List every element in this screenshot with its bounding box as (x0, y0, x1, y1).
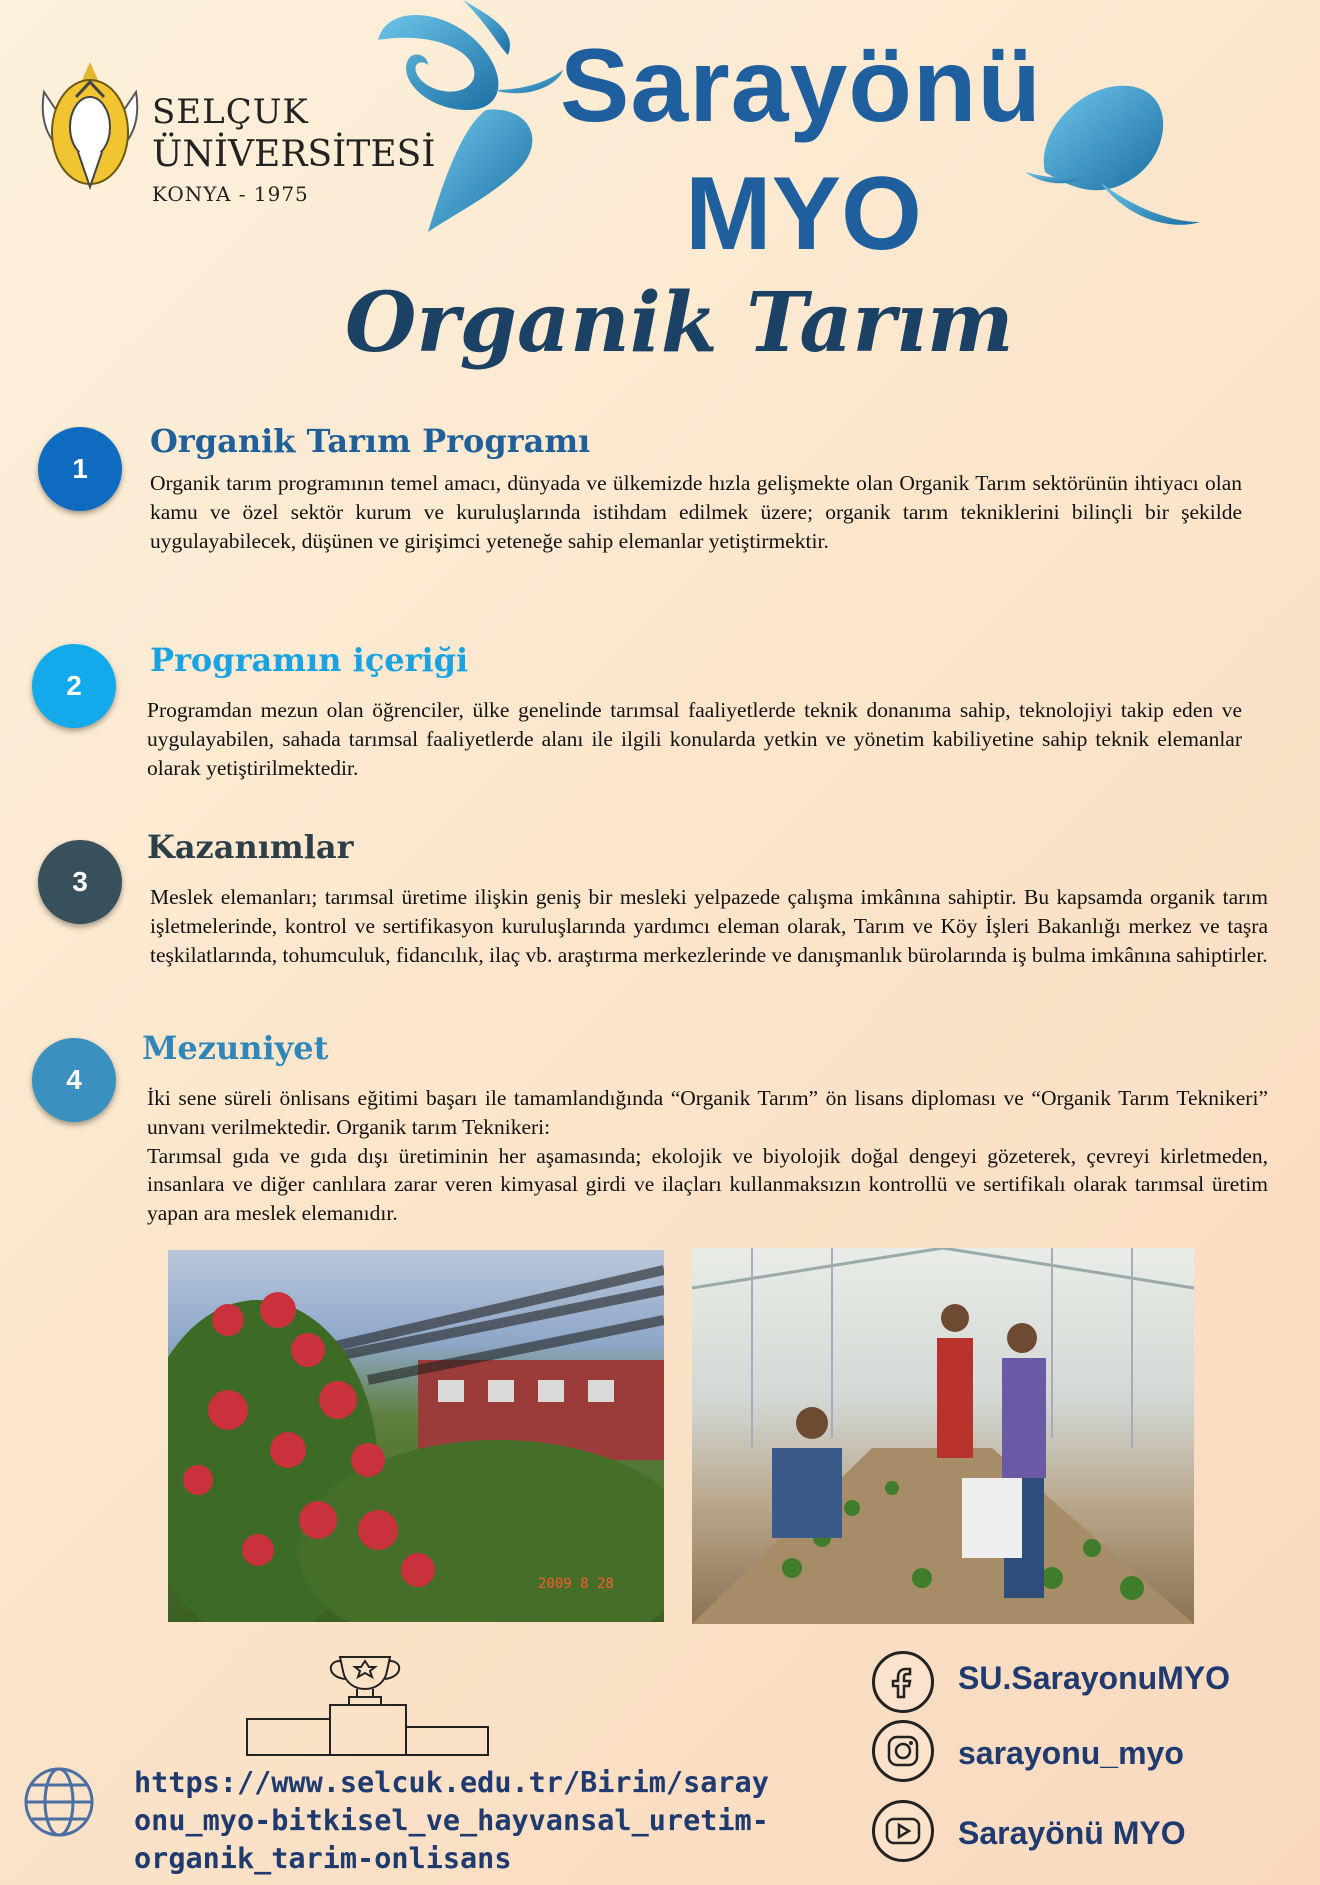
section-body: Programdan mezun olan öğrenciler, ülke genelinde tarımsal faaliyetlerde teknik donanıma sahip, teknolojiyi takip eden ve uygulayabilen, sahada tarımsal faaliyetlerde alanı ile ilgili konularda yetkin ve yönetim kabiliyetine sahip teknik elemanlar olarak yetiştirilmektedir. (147, 698, 1242, 780)
section-body-paragraph: İki sene süreli önlisans eğitimi başarı ile tamamlandığında “Organik Tarım” ön lisans diploması ve “Organik Tarım Teknikeri” unvanı verilmektedir. Organik tarım Teknikeri: (147, 1086, 1268, 1139)
decorative-water-drops-left (368, 0, 568, 240)
eagle-emblem-icon (34, 52, 146, 202)
section-number-badge: 2 (32, 644, 116, 728)
section-heading: Mezuniyet (142, 1029, 329, 1067)
section-number-badge: 3 (38, 840, 122, 924)
logo-line-3: KONYA - 1975 (152, 182, 309, 206)
instagram-icon[interactable] (872, 1720, 934, 1782)
decorative-water-drops-right (1025, 72, 1205, 242)
title-line-1: Sarayönü (560, 28, 1042, 144)
photo-date-stamp: 2009 8 28 (538, 1576, 614, 1592)
facebook-icon[interactable] (872, 1651, 934, 1713)
apple-orchard-photo (168, 1250, 664, 1622)
section-body: Organik tarım programının temel amacı, dünyada ve ülkemizde hızla gelişmekte olan Organik Tarım sektörünün ihtiyacı olan kamu ve özel sektör kurum ve kuruluşlarında istihdam edilmek üzere; organik tarım tekniklerini bilinçli bir şekilde uygulayabilecek, düşünen ve girişimci yeteneğe sahip elemanlar yetiştirmektir. (150, 471, 1242, 553)
section-body (147, 1084, 1268, 1228)
section-body-paragraph: Tarımsal gıda ve gıda dışı üretiminin her aşamasında; ekolojik ve biyolojik doğal dengeyi gözeterek, çevreyi kirletmeden, insanlara ve diğer canlılara zarar veren kimyasal girdi ve ilaçları kullanmaksızın kontrollü ve sertifikalı olarak tarımsal üretim yapan ara meslek elemanıdır. (147, 1143, 1268, 1226)
section-heading: Kazanımlar (147, 828, 354, 866)
logo-line-2: ÜNİVERSİTESİ (152, 134, 436, 175)
university-logo (34, 52, 436, 206)
trophy-podium-icon (245, 1653, 491, 1756)
section-number-badge: 4 (32, 1038, 116, 1122)
globe-icon (22, 1765, 96, 1839)
youtube-channel[interactable]: Sarayönü MYO (958, 1815, 1186, 1851)
section-number-badge: 1 (38, 427, 122, 511)
facebook-handle[interactable]: SU.SarayonuMYO (958, 1660, 1231, 1696)
title-line-2: MYO (685, 156, 922, 272)
section-heading: Organik Tarım Programı (150, 422, 591, 460)
greenhouse-students-photo (692, 1248, 1194, 1624)
logo-line-1: SELÇUK (152, 92, 309, 132)
instagram-handle[interactable]: sarayonu_myo (958, 1735, 1184, 1771)
youtube-icon[interactable] (872, 1800, 934, 1862)
section-heading: Programın içeriği (150, 641, 469, 679)
program-url-link[interactable]: https://www.selcuk.edu.tr/Birim/sarayonu_myo-bitkisel_ve_hayvansal_uretim-organik_tarim-onlisans (134, 1766, 769, 1875)
section-body: Meslek elemanları; tarımsal üretime ilişkin geniş bir mesleki yelpazede çalışma imkânına sahiptir. Bu kapsamda organik tarım işletmelerinde, kontrol ve sertifikasyon kuruluşlarında yardımcı eleman olarak, Tarım ve Köy İşleri Bakanlığı merkez ve taşra teşkilatlarında, tohumculuk, fidancılık, ilaç vb. araştırma merkezlerinde ve danışmanlık bürolarında iş bulma imkânına sahiptirler. (150, 885, 1268, 967)
page-subtitle: Organik Tarım (345, 275, 1014, 371)
